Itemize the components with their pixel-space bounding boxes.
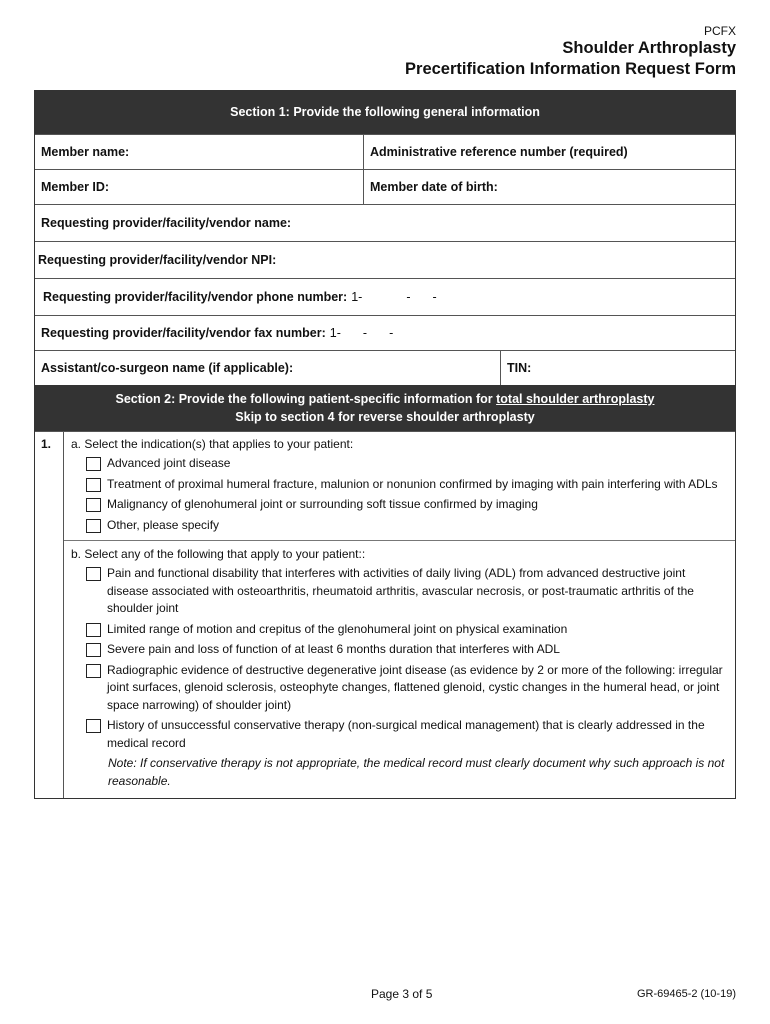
- form-header: [405, 24, 736, 80]
- provider-phone-field[interactable]: [35, 279, 735, 315]
- member-id-label: Member ID:: [41, 180, 110, 194]
- option-b-item: [71, 717, 729, 752]
- page-number: Page 3 of 5: [371, 987, 433, 1001]
- option-a-item: [71, 496, 729, 514]
- option-a-item: [71, 455, 729, 473]
- option-b-item: [71, 641, 729, 659]
- option-b-item: [71, 621, 729, 639]
- checkbox[interactable]: [86, 478, 101, 492]
- checkbox[interactable]: [86, 664, 101, 678]
- option-a-item: [71, 517, 729, 535]
- option-b-label: Radiographic evidence of destructive degenerative joint disease (as evidence by 2 or more of the following: irregular joint surfaces, glenoid sclerosis, osteophyte changes, flattened glenoid, cystic changes in the humeral head, or joint space narrowing) of shoulder joint): [107, 662, 723, 712]
- checkbox[interactable]: [86, 719, 101, 733]
- checkbox[interactable]: [86, 643, 101, 657]
- member-name-label: Member name:: [41, 145, 130, 159]
- option-b-label: Pain and functional disability that interferes with activities of daily living (ADL) from advanced destructive joint disease associated with osteoarthritis, rheumatoid arthritis, avascular necrosis, or post-traumatic arthritis of the shoulder joint: [107, 566, 694, 615]
- question-1b-label: b. Select any of the following that apply to your patient::: [71, 547, 366, 561]
- section1-heading: Section 1: Provide the following general information: [35, 91, 735, 134]
- provider-phone-label: Requesting provider/facility/vendor phone number:: [43, 290, 348, 304]
- member-dob-field[interactable]: [363, 170, 735, 204]
- section2-heading-underlined: total shoulder arthroplasty: [496, 392, 655, 406]
- conservative-therapy-note: Note: If conservative therapy is not appropriate, the medical record must clearly document why such approach is not reasonable.: [108, 756, 725, 788]
- option-b-item: [71, 565, 729, 618]
- option-a-label: Other, please specify: [107, 517, 220, 532]
- phone-dash-2: -: [432, 290, 437, 304]
- fax-dash-1: -: [362, 326, 368, 340]
- provider-name-label: Requesting provider/facility/vendor name:: [41, 216, 292, 230]
- option-b-label: History of unsuccessful conservative therapy (non-surgical medical management) that is clearly addressed in the medical record: [107, 718, 705, 750]
- fax-dash-2: -: [389, 326, 394, 340]
- tin-field[interactable]: [500, 351, 735, 385]
- section2-heading: [35, 385, 735, 431]
- member-id-field[interactable]: [35, 170, 363, 204]
- phone-prefix: 1-: [351, 290, 363, 304]
- provider-fax-label: Requesting provider/facility/vendor fax number:: [41, 326, 326, 340]
- question-1: [35, 431, 735, 798]
- question-1a: [64, 432, 735, 541]
- option-b-label: Limited range of motion and crepitus of the glenohumeral joint on physical examination: [107, 621, 568, 636]
- provider-npi-label: Requesting provider/facility/vendor NPI:: [38, 253, 277, 267]
- member-dob-label: Member date of birth:: [370, 180, 498, 194]
- checkbox[interactable]: [86, 498, 101, 512]
- form-code-label: PCFX: [703, 24, 736, 38]
- row-assistant: [35, 350, 735, 385]
- question-number: 1.: [35, 432, 64, 798]
- section2-heading-text: Section 2: Provide the following patient-specific information for: [115, 392, 497, 406]
- form-title: Shoulder Arthroplasty: [562, 39, 736, 57]
- checkbox[interactable]: [86, 519, 101, 533]
- precert-form: [34, 90, 736, 799]
- member-name-field[interactable]: [35, 135, 363, 169]
- admin-ref-label: Administrative reference number (required): [370, 145, 628, 159]
- section2-subheading: Skip to section 4 for reverse shoulder arthroplasty: [235, 410, 535, 424]
- option-b-label: Severe pain and loss of function of at least 6 months duration that interferes with ADL: [107, 642, 560, 656]
- option-a-label: Treatment of proximal humeral fracture, malunion or nonunion confirmed by imaging with pain interfering with ADLs: [107, 476, 718, 491]
- row-provider-name: [35, 204, 735, 241]
- assistant-label: Assistant/co-surgeon name (if applicable):: [41, 361, 294, 375]
- provider-npi-field[interactable]: [35, 242, 735, 278]
- assistant-field[interactable]: [35, 351, 500, 385]
- option-b-item: [71, 662, 729, 715]
- option-a-item: [71, 476, 729, 494]
- form-revision-code: GR-69465-2 (10-19): [636, 988, 736, 1000]
- checkbox[interactable]: [86, 567, 101, 581]
- phone-dash-1: -: [406, 290, 411, 304]
- row-member-id: [35, 169, 735, 204]
- form-subtitle: Precertification Information Request Form: [405, 60, 736, 78]
- row-provider-fax: [35, 315, 735, 350]
- question-1b: [64, 541, 735, 798]
- question-body: [64, 432, 735, 798]
- row-provider-npi: [35, 241, 735, 278]
- option-a-label: Advanced joint disease: [107, 456, 231, 470]
- question-1a-label: a. Select the indication(s) that applies to your patient:: [71, 437, 354, 451]
- tin-label: TIN:: [507, 361, 532, 375]
- admin-ref-field[interactable]: [363, 135, 735, 169]
- checkbox[interactable]: [86, 623, 101, 637]
- checkbox[interactable]: [86, 457, 101, 471]
- row-member-name: [35, 134, 735, 169]
- row-provider-phone: [35, 278, 735, 315]
- fax-prefix: 1-: [329, 326, 341, 340]
- option-a-label: Malignancy of glenohumeral joint or surrounding soft tissue confirmed by imaging: [107, 497, 538, 511]
- provider-name-field[interactable]: [35, 205, 735, 241]
- provider-fax-field[interactable]: [35, 316, 735, 350]
